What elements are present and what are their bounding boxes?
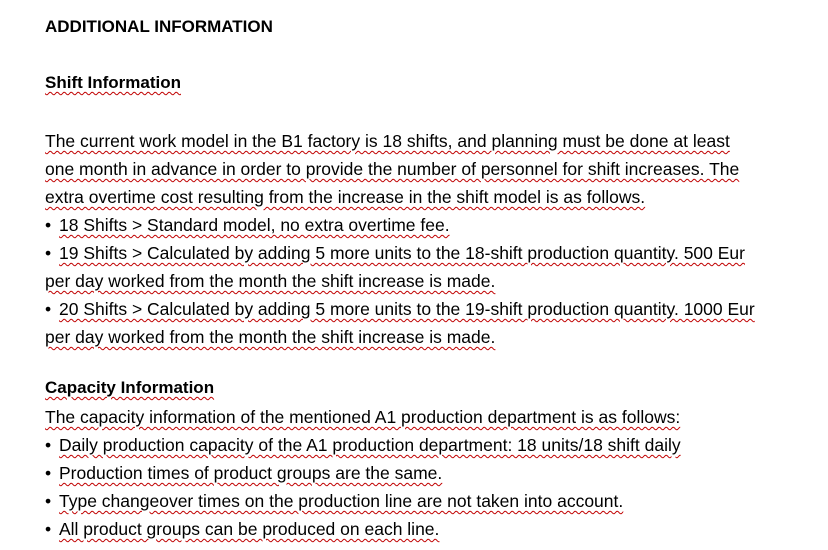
- capacity-paragraph: [45, 403, 681, 543]
- shift-intro-line: one month in advance in order to provide the number of personnel for shift increases. The: [45, 159, 740, 179]
- shift-bullet-text: 20 Shifts > Calculated by adding 5 more units to the 19-shift production quantity. 1000 Eur: [59, 299, 755, 319]
- capacity-bullet-text: Production times of product groups are the same.: [59, 463, 443, 483]
- shift-intro-paragraph: [45, 127, 755, 351]
- capacity-bullet-text: Daily production capacity of the A1 production department: 18 units/18 shift daily: [59, 435, 681, 455]
- shift-bullet-text: 19 Shifts > Calculated by adding 5 more units to the 18-shift production quantity. 500 Eur: [59, 243, 745, 263]
- capacity-intro-line: The capacity information of the mentioned A1 production department is as follows:: [45, 407, 681, 427]
- shift-bullet-item: [45, 295, 755, 323]
- bullet-icon: •: [45, 435, 52, 455]
- shift-bullet-text: 18 Shifts > Standard model, no extra overtime fee.: [59, 215, 450, 235]
- shift-bullet-continuation: per day worked from the month the shift increase is made.: [45, 271, 496, 291]
- bullet-icon: •: [45, 299, 52, 319]
- capacity-bullet-item: [45, 487, 681, 515]
- bullet-icon: •: [45, 243, 52, 263]
- bullet-icon: •: [45, 215, 52, 235]
- capacity-bullet-item: [45, 459, 681, 487]
- bullet-icon: •: [45, 463, 52, 483]
- shift-intro-line: The current work model in the B1 factory is 18 shifts, and planning must be done at least: [45, 131, 730, 151]
- capacity-bullet-text: Type changeover times on the production line are not taken into account.: [59, 491, 624, 511]
- shift-bullet-item: [45, 211, 755, 239]
- capacity-bullet-text: All product groups can be produced on each line.: [59, 519, 440, 539]
- capacity-bullet-item: [45, 431, 681, 459]
- document-title: ADDITIONAL INFORMATION: [45, 17, 273, 36]
- shift-bullet-item: [45, 239, 755, 267]
- capacity-info-heading: Capacity Information: [45, 378, 215, 397]
- shift-bullet-continuation: per day worked from the month the shift increase is made.: [45, 327, 496, 347]
- shift-intro-line: extra overtime cost resulting from the increase in the shift model is as follows.: [45, 187, 646, 207]
- bullet-icon: •: [45, 491, 52, 511]
- bullet-icon: •: [45, 519, 52, 539]
- capacity-bullet-item: [45, 515, 681, 543]
- shift-info-heading: Shift Information: [45, 73, 181, 92]
